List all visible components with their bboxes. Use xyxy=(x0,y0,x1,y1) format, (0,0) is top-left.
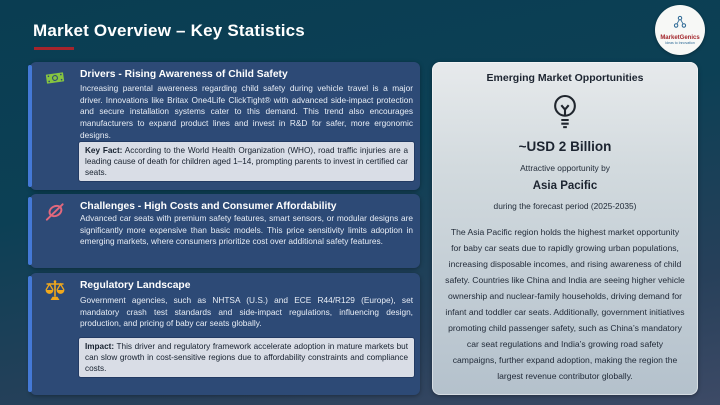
opportunity-region: Asia Pacific xyxy=(532,180,598,192)
money-icon xyxy=(43,68,67,92)
lightbulb-icon xyxy=(432,92,698,132)
impact-text: This driver and regulatory framework accelerate adoption in mature markets but can slow growth in cost-sensitive regions due to affordability constraints and compliance costs. xyxy=(85,342,408,373)
opportunity-subtitle-2: during the forecast period (2025-2035) xyxy=(493,201,637,211)
opportunity-subtitle-1: Attractive opportunity by xyxy=(520,163,610,173)
impact-box xyxy=(78,337,415,378)
impact-label: Impact: xyxy=(85,342,115,351)
logo-brand-text: MarketGenics xyxy=(660,34,700,41)
challenges-card xyxy=(30,194,420,268)
brand-logo xyxy=(655,5,705,55)
opportunity-value: ~USD 2 Billion xyxy=(518,139,612,154)
regulatory-card xyxy=(30,273,420,395)
card-accent-bar xyxy=(28,276,32,392)
key-fact-text: According to the World Health Organization (WHO), road traffic injuries are a leading cause of death for children aged 1–14, prompting parents to invest in certified car seats. xyxy=(85,146,408,177)
page-title: Market Overview – Key Statistics xyxy=(33,21,305,40)
logo-tagline-text: Ideas to Innovation xyxy=(665,40,695,45)
drivers-title: Drivers - Rising Awareness of Child Safety xyxy=(80,69,288,80)
broken-link-icon xyxy=(43,200,67,224)
molecule-icon xyxy=(672,15,688,34)
challenges-body: Advanced car seats with premium safety features, smart sensors, or modular designs are significantly more expensive than basic models. This price sensitivity limits adoption in emerging markets, where consumers prioritize cost over additional safety features. xyxy=(80,213,413,247)
regulatory-title: Regulatory Landscape xyxy=(80,280,191,291)
card-accent-bar xyxy=(28,65,32,187)
drivers-card xyxy=(30,62,420,190)
key-fact-box xyxy=(78,141,415,182)
challenges-title: Challenges - High Costs and Consumer Affordability xyxy=(80,201,337,212)
opportunity-title: Emerging Market Opportunities xyxy=(486,72,644,84)
regulatory-body: Government agencies, such as NHTSA (U.S.) and ECE R44/R129 (Europe), set mandatory crash test standards and side-impact regulations, influencing design, production, and pricing of baby car seats globally. xyxy=(80,295,413,329)
drivers-body: Increasing parental awareness regarding child safety during vehicle travel is a major driver. Innovations like Britax One4Life ClickTight® with advanced side-impact protection and secure installation systems cater to this demand. This trend also encourages manufacturers to expand product lines and invest in R&D for safer, more ergonomic designs. xyxy=(80,83,413,140)
title-underline xyxy=(34,47,74,50)
scales-icon xyxy=(43,279,67,303)
opportunity-description: The Asia Pacific region holds the highest market opportunity for baby car seats due to rapidly growing urban populations, increasing disposable incomes, and rising awareness of child safety. Countries like China and India are seeing higher vehicle ownership and nuclear-family households, driving demand for infant and toddler car seats. Additionally, government initiatives promoting child passenger safety, such as China’s mandatory car seat regulations and India’s growing road safety campaigns, further expand adoption, making the region the largest revenue contributor globally. xyxy=(445,227,685,381)
card-accent-bar xyxy=(28,197,32,265)
key-fact-label: Key Fact: xyxy=(85,146,123,155)
opportunity-panel xyxy=(432,62,698,395)
